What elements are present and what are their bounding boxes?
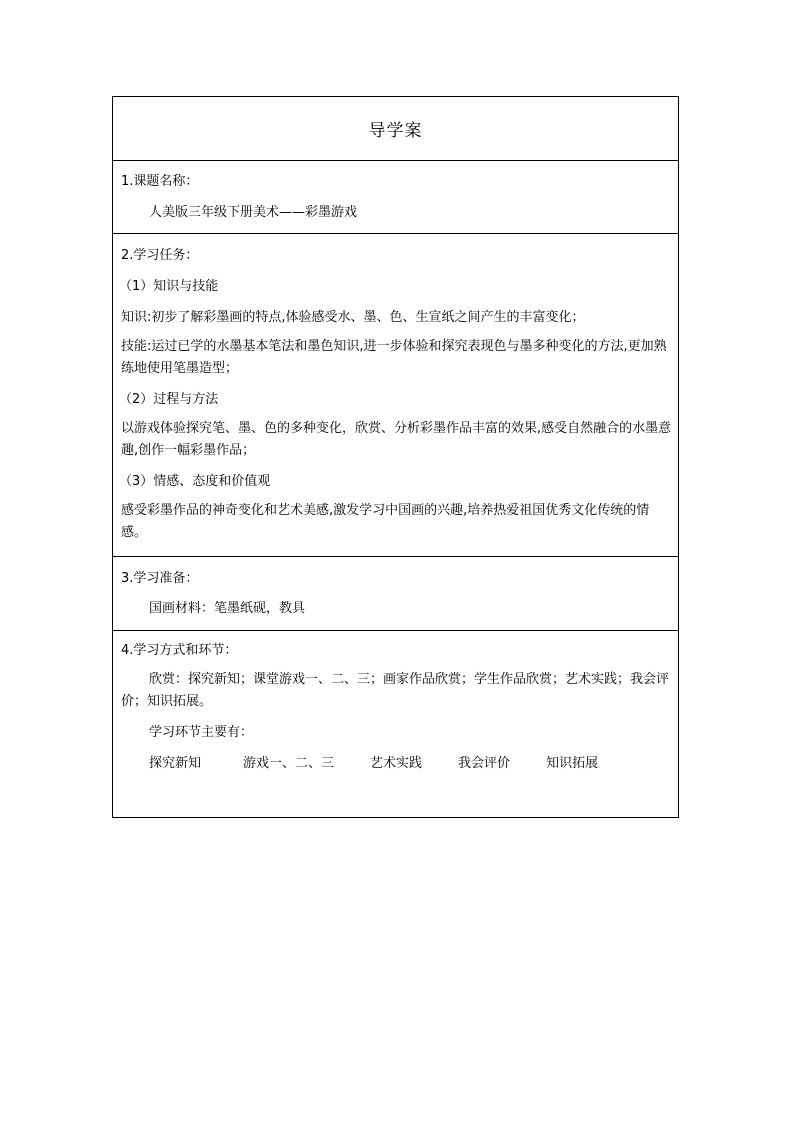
skills-text: 技能:运过已学的水墨基本笔法和墨色知识,进一步体验和探究表现色与墨多种变化的方法,更加熟练地使用笔墨造型； [121, 339, 667, 376]
section-heading: 2.学习任务： [121, 248, 199, 263]
preparation-materials: 国画材料：笔墨纸砚，教具 [149, 601, 306, 616]
section-heading: 4.学习方式和环节： [121, 643, 238, 658]
steps-list [121, 755, 598, 773]
step-item: 游戏一、二、三 [243, 756, 335, 771]
subheading-knowledge-skills: （1）知识与技能 [119, 279, 219, 294]
subheading-process-method: （2）过程与方法 [119, 392, 219, 407]
title-row [113, 97, 678, 161]
topic-name: 人美版三年级下册美术——彩墨游戏 [149, 205, 358, 220]
emotion-text: 感受彩墨作品的神奇变化和艺术美感,激发学习中国画的兴趣,培养热爱祖国优秀文化传统的情感。 [121, 503, 650, 540]
guide-table [112, 96, 679, 818]
section-topic [113, 161, 678, 234]
step-item: 探究新知 [149, 756, 202, 771]
methods-text: 欣赏：探究新知；课堂游戏一、二、三；画家作品欣赏；学生作品欣赏；艺术实践；我会评价；知识拓展。 [121, 672, 670, 709]
section-methods [113, 631, 678, 817]
subheading-emotion-values: （3）情感、态度和价值观 [119, 474, 271, 489]
process-text: 以游戏体验探究笔、墨、色的多种变化，欣赏、分析彩墨作品丰富的效果,感受自然融合的水墨意趣,创作一幅彩墨作品； [121, 421, 672, 458]
section-heading: 1.课题名称： [121, 174, 199, 189]
steps-intro: 学习环节主要有： [149, 725, 254, 740]
step-item: 艺术实践 [370, 756, 423, 771]
section-tasks [113, 234, 678, 557]
step-item: 我会评价 [458, 756, 511, 771]
knowledge-text: 知识:初步了解彩墨画的特点,体验感受水、墨、色、生宣纸之间产生的丰富变化； [121, 310, 585, 325]
document-title: 导学案 [368, 121, 423, 141]
section-heading: 3.学习准备： [121, 571, 199, 586]
section-preparation [113, 557, 678, 631]
step-item: 知识拓展 [546, 756, 599, 771]
